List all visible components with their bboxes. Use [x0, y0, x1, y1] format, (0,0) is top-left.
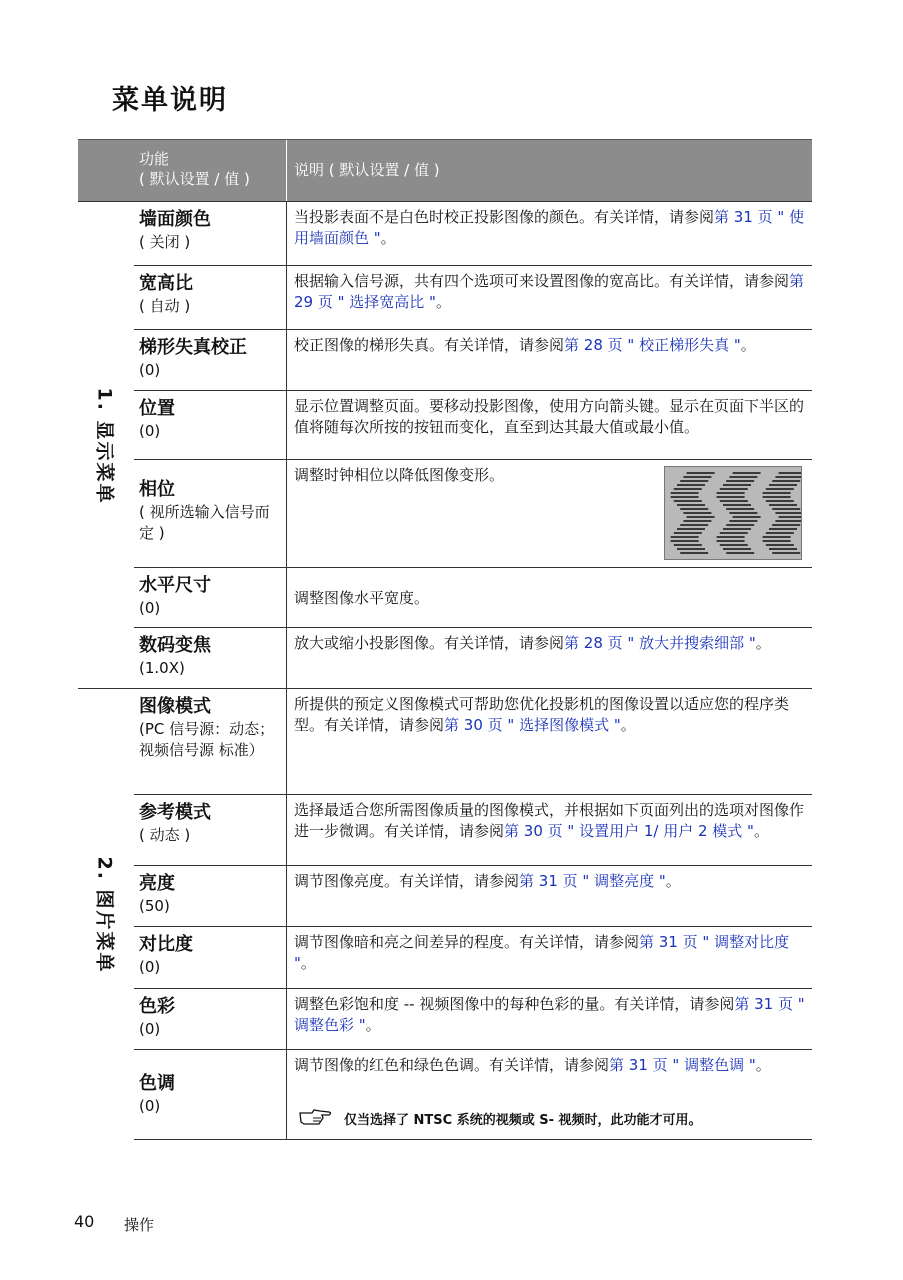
table-header — [78, 139, 812, 202]
description-text: 调节图像暗和亮之间差异的程度。有关详情，请参阅 — [294, 933, 640, 951]
function-default: (0) — [139, 599, 161, 617]
description-text: 所提供的预定义图像模式可帮助您优化投影机的图像设置以适应您的程序类型。有关详情，请参阅 — [294, 695, 790, 734]
pointing-hand-icon — [298, 1105, 334, 1127]
description-cell — [294, 633, 806, 654]
table-row — [134, 567, 812, 628]
description-tail: 。 — [755, 634, 771, 652]
row-divider — [286, 866, 287, 927]
page-reference-link[interactable]: 第 31 页 " 调整色彩 " — [294, 995, 805, 1034]
page-reference-link[interactable]: 第 31 页 " 使用墙面颜色 " — [294, 208, 805, 247]
function-name: 参考模式 — [139, 802, 211, 823]
row-divider — [286, 989, 287, 1050]
header-function-default: ( 默认设置 / 值 ) — [139, 170, 250, 188]
category-display-menu — [78, 201, 134, 689]
description-cell — [294, 994, 806, 1036]
function-default: ( 关闭 ) — [139, 233, 191, 251]
header-function-col — [139, 149, 250, 189]
table-bottom-border — [134, 1139, 812, 1140]
page-reference-link[interactable]: 第 31 页 " 调整亮度 " — [519, 872, 666, 890]
table-row — [134, 627, 812, 689]
function-cell — [139, 272, 281, 317]
header-description-label: 说明 ( 默认设置 / 值 ) — [294, 161, 440, 179]
table-row — [134, 329, 812, 391]
function-default: ( 自动 ) — [139, 297, 191, 315]
function-default: (0) — [139, 361, 161, 379]
row-divider — [286, 202, 287, 266]
function-cell — [139, 208, 281, 253]
description-cell — [294, 335, 806, 356]
description-cell — [294, 396, 806, 438]
table-row — [134, 794, 812, 866]
function-name: 位置 — [139, 398, 175, 419]
description-text: 根据输入信号源，共有四个选项可来设置图像的宽高比。有关详情，请参阅 — [294, 272, 790, 290]
function-cell — [139, 695, 281, 761]
description-tail: 。 — [365, 1016, 381, 1034]
description-text: 调整图像水平宽度。 — [294, 589, 430, 607]
function-name: 对比度 — [139, 934, 193, 955]
description-text: 调节图像的红色和绿色色调。有关详情，请参阅 — [294, 1056, 610, 1074]
function-name: 数码变焦 — [139, 635, 211, 656]
row-divider — [286, 628, 287, 689]
description-tail: 。 — [380, 229, 396, 247]
description-cell — [294, 800, 806, 842]
function-cell — [139, 933, 281, 978]
function-cell — [139, 995, 281, 1040]
description-cell — [294, 207, 806, 249]
table-row — [134, 201, 812, 266]
function-name: 宽高比 — [139, 273, 193, 294]
function-default: (0) — [139, 1097, 161, 1115]
function-default: (0) — [139, 1020, 161, 1038]
function-name: 图像模式 — [139, 696, 211, 717]
page-reference-link[interactable]: 第 28 页 " 放大并搜索细部 " — [564, 634, 756, 652]
row-divider — [286, 689, 287, 795]
description-tail: 。 — [620, 716, 636, 734]
description-text: 选择最适合您所需图像质量的图像模式，并根据如下页面列出的选项对图像作进一步微调。有关详情，请参阅 — [294, 801, 805, 840]
section-label: 操作 — [124, 1216, 155, 1234]
row-divider — [286, 1050, 287, 1140]
description-tail: 。 — [755, 1056, 771, 1074]
description-tail: 。 — [665, 872, 681, 890]
function-name: 色彩 — [139, 996, 175, 1017]
phase-distortion-image — [664, 466, 802, 560]
header-divider — [286, 140, 287, 202]
row-divider — [286, 460, 287, 568]
row-divider — [286, 391, 287, 460]
description-cell — [294, 932, 806, 974]
table-row — [134, 988, 812, 1050]
description-tail: 。 — [435, 293, 451, 311]
description-text: 显示位置调整页面。要移动投影图像，使用方向箭头键。显示在页面下半区的值将随每次所按的按钮而变化，直至到达其最大值或最小值。 — [294, 397, 805, 436]
function-default: (0) — [139, 958, 161, 976]
function-cell — [139, 801, 281, 846]
description-cell — [294, 271, 806, 313]
function-cell — [139, 574, 281, 619]
description-text: 放大或缩小投影图像。有关详情，请参阅 — [294, 634, 565, 652]
description-cell — [294, 871, 806, 892]
table-row — [134, 865, 812, 927]
description-tail: 。 — [300, 954, 316, 972]
function-default: ( 视所选输入信号而定 ) — [139, 503, 270, 542]
category-picture-menu — [78, 688, 134, 1140]
function-name: 色调 — [139, 1073, 175, 1094]
category-label: 1. 显示菜单 — [93, 386, 116, 505]
description-text: 当投影表面不是白色时校正投影图像的颜色。有关详情，请参阅 — [294, 208, 715, 226]
description-cell — [294, 588, 806, 609]
table-row — [134, 390, 812, 460]
function-cell — [139, 397, 281, 442]
row-divider — [286, 266, 287, 330]
function-default: (0) — [139, 422, 161, 440]
function-cell — [139, 478, 281, 544]
page-reference-link[interactable]: 第 28 页 " 校正梯形失真 " — [564, 336, 741, 354]
header-function-label: 功能 — [139, 150, 170, 168]
note-text: 仅当选择了 NTSC 系统的视频或 S- 视频时，此功能才可用。 — [344, 1113, 702, 1128]
phase-pattern — [665, 467, 801, 559]
category-label: 2. 图片菜单 — [93, 855, 116, 974]
page-reference-link[interactable]: 第 31 页 " 调整色调 " — [609, 1056, 756, 1074]
row-divider — [286, 568, 287, 628]
description-tail: 。 — [740, 336, 756, 354]
function-default: (50) — [139, 897, 170, 915]
row-divider — [286, 927, 287, 989]
function-cell — [139, 1072, 281, 1117]
function-name: 亮度 — [139, 873, 175, 894]
page-reference-link[interactable]: 第 30 页 " 设置用户 1/ 用户 2 模式 " — [504, 822, 754, 840]
table-row — [134, 926, 812, 989]
page-reference-link[interactable]: 第 31 页 " 调整对比度 " — [294, 933, 790, 972]
description-tail: 。 — [753, 822, 769, 840]
page-reference-link[interactable]: 第 30 页 " 选择图像模式 " — [444, 716, 621, 734]
function-default: (PC 信号源：动态；视频信号源 标准） — [139, 720, 275, 759]
description-text: 调节图像亮度。有关详情，请参阅 — [294, 872, 520, 890]
function-default: (1.0X) — [139, 659, 185, 677]
page-title: 菜单说明 — [112, 85, 228, 116]
description-cell — [294, 1055, 806, 1076]
table-row — [134, 265, 812, 330]
description-text: 校正图像的梯形失真。有关详情，请参阅 — [294, 336, 565, 354]
row-divider — [286, 795, 287, 866]
description-text: 调整时钟相位以降低图像变形。 — [294, 466, 505, 484]
function-cell — [139, 634, 281, 679]
description-cell — [294, 694, 806, 736]
function-default: ( 动态 ) — [139, 826, 191, 844]
page-reference-link[interactable]: 第 29 页 " 选择宽高比 " — [294, 272, 805, 311]
page-number: 40 — [74, 1212, 95, 1231]
description-text: 调整色彩饱和度 -- 视频图像中的每种色彩的量。有关详情，请参阅 — [294, 995, 735, 1013]
function-name: 梯形失真校正 — [139, 337, 247, 358]
function-name: 墙面颜色 — [139, 209, 211, 230]
function-cell — [139, 872, 281, 917]
function-name: 相位 — [139, 479, 175, 500]
row-divider — [286, 330, 287, 391]
function-name: 水平尺寸 — [139, 575, 211, 596]
menu-table — [78, 139, 812, 1140]
table-row — [134, 688, 812, 795]
function-cell — [139, 336, 281, 381]
